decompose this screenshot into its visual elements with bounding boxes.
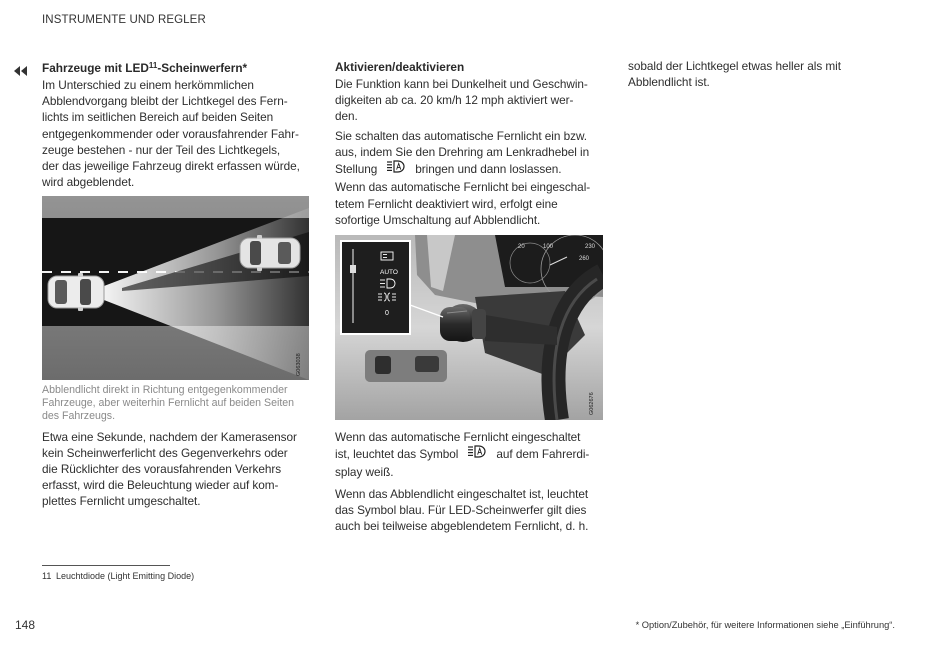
caption-line: Fahrzeuge, aber weiterhin Fernlicht auf beiden Seiten [42,397,295,409]
text-line: Im Unterschied zu einem herkömmlichen [42,78,254,92]
text-line: aus, indem Sie den Drehring am Lenkradhebel in [335,145,590,160]
paragraph-reactivation [42,429,297,509]
text-segment: Stellung [335,162,378,177]
text-line: Sie schalten das automatische Fernlicht ein bzw. [335,129,588,143]
figure-code: G062676 [589,392,595,415]
caption-line: des Fahrzeugs. [42,410,116,422]
text-line: plettes Fernlicht umgeschaltet. [42,494,201,508]
text-line: digkeiten ab ca. 20 km/h 12 mph aktiviert wer- [335,93,574,108]
footnote-reference: 11 [148,61,158,70]
text-line: zeuge bestehen - nur der Teil des Lichtkegels, [42,142,281,157]
text-line: Abblendlicht ist. [628,75,710,90]
heading-text: Fahrzeuge mit LED [42,61,149,75]
text-line: sobald der Lichtkegel etwas heller als mit [628,59,841,73]
gauge-number: 260 [579,256,590,262]
text-line: Wenn das Abblendlicht eingeschaltet ist, leuchtet [335,487,589,501]
double-chevron-left-icon [14,63,28,81]
option-accessory-note: * Option/Zubehör, für weitere Informationen siehe „Einführung“. [635,620,895,630]
inset-label-auto: AUTO [380,269,398,276]
gauge-number: 20 [518,244,525,250]
figure-caption [42,384,294,423]
gauge-number: 230 [585,244,596,250]
text-segment: auf dem Fahrerdi- [496,447,590,462]
text-line: Wenn das automatische Fernlicht bei eingeschal- [335,180,591,195]
paragraph-continuation [628,58,841,90]
text-line: die Rücklichter des vorausfahrenden Verkehrs [42,462,282,476]
caption-line: Abblendlicht direkt in Richtung entgegenkommender [42,384,288,396]
inset-label-zero: 0 [385,310,389,317]
section-title: INSTRUMENTE UND REGLER [42,14,206,26]
text-line-with-icon [335,160,590,179]
text-segment: ist, leuchtet das Symbol [335,447,459,462]
text-line-with-icon [335,445,589,464]
paragraph-function-conditions [335,76,588,125]
text-line: das Symbol blau. Für LED-Scheinwerfer gilt dies [335,503,587,518]
own-car-icon [48,273,104,311]
footnote-number: 11 [42,571,52,581]
paragraph-symbol-white [335,429,589,480]
text-line: entgegenkommender oder vorausfahrender Fahr- [42,126,299,141]
headlight-beam-illustration [42,196,309,380]
stalk-inset-closeup [341,241,410,334]
footnote-divider [42,565,170,566]
text-line: Abblendvorgang bleibt der Lichtkegel des Fern- [42,94,288,109]
footnote-text: Leuchtdiode (Light Emitting Diode) [56,571,195,581]
text-line: der das jeweilige Fahrzeug direkt erfassen würde, [42,159,300,174]
text-line: Die Funktion kann bei Dunkelheit und Geschwin- [335,77,588,91]
led-headlights-heading [42,60,247,76]
text-line: wird abgeblendet. [42,175,135,190]
text-line: erfasst, wird die Beleuchtung wieder auf kom- [42,478,279,492]
footnote [42,570,194,582]
text-line: Wenn das automatische Fernlicht eingeschaltet [335,430,581,444]
steering-stalk-photo [335,235,603,420]
text-line: Etwa eine Sekunde, nachdem der Kamerasensor [42,430,297,444]
activate-deactivate-heading: Aktivieren/deaktivieren [335,60,465,74]
page-number: 148 [15,618,36,632]
text-line: splay weiß. [335,465,394,480]
auto-high-beam-icon [468,445,486,464]
text-segment: bringen und dann loslassen. [415,162,562,177]
gauge-number: 100 [543,244,554,250]
text-line: sofortige Umschaltung auf Abblendlicht. [335,212,541,227]
text-line: den. [335,109,358,124]
figure-code: G063038 [296,353,302,376]
text-line: kein Scheinwerferlicht des Gegenverkehrs oder [42,446,288,460]
text-line: auch bei teilweise abgeblendetem Fernlicht, d. h. [335,519,589,534]
paragraph-led-intro [42,77,300,190]
text-line: tetem Fernlicht deaktiviert wird, erfolgt eine [335,196,558,211]
paragraph-switch-instructions [335,128,590,228]
heading-text-end: -Scheinwerfern* [157,61,248,75]
paragraph-symbol-blue [335,486,588,535]
text-line: lichts im seitlichen Bereich auf beiden Seiten [42,110,274,125]
auto-high-beam-icon [387,160,405,179]
oncoming-car-icon [240,235,300,271]
